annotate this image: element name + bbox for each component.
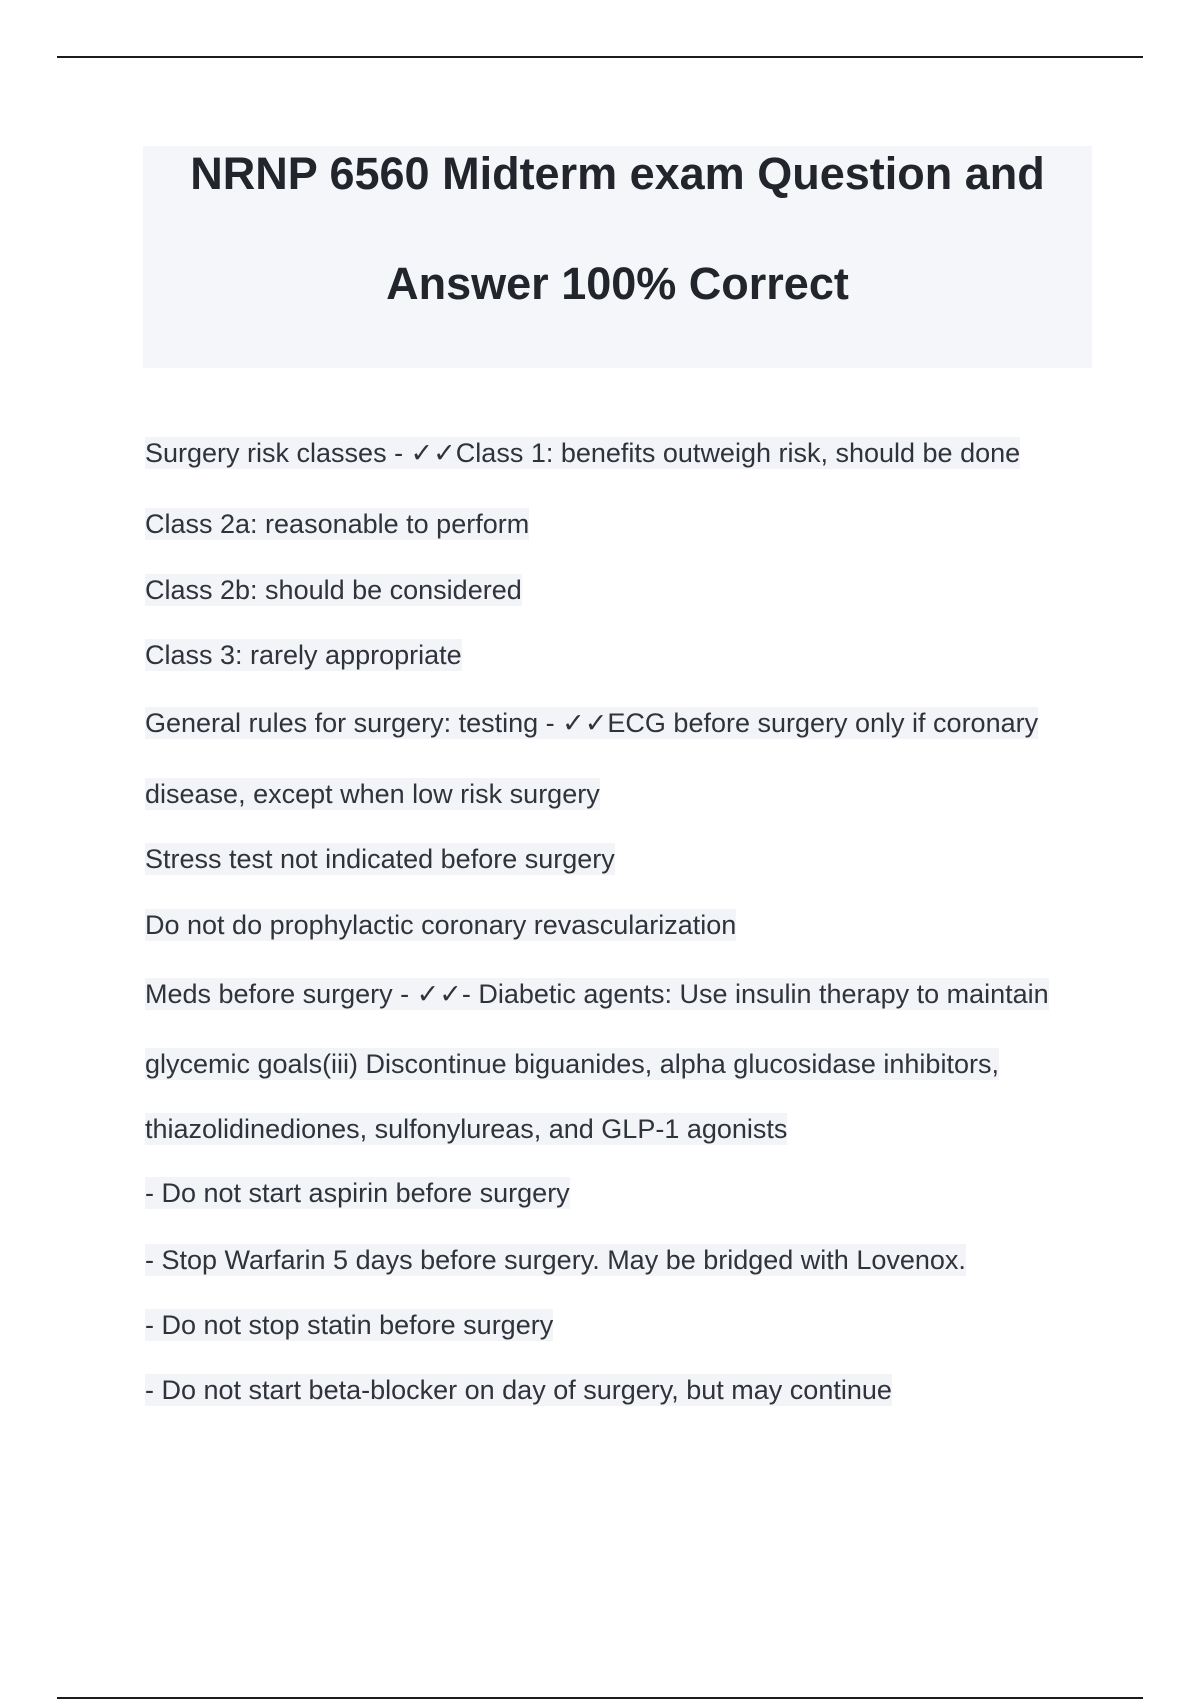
text-line bbox=[145, 637, 462, 673]
text-line-content: Class 2b: should be considered bbox=[145, 575, 522, 605]
text-line bbox=[145, 572, 522, 608]
text-line-content: General rules for surgery: testing - ✓✓ECG before surgery only if coronary bbox=[145, 708, 1039, 738]
text-line bbox=[145, 1242, 966, 1278]
text-line bbox=[145, 1046, 999, 1082]
text-line bbox=[145, 1175, 570, 1211]
bottom-rule bbox=[57, 1697, 1143, 1699]
text-line-content: Stress test not indicated before surgery bbox=[145, 844, 615, 874]
text-line-content: - Do not stop statin before surgery bbox=[145, 1310, 554, 1340]
text-line-content: disease, except when low risk surgery bbox=[145, 779, 600, 809]
text-line-content: - Do not start beta-blocker on day of surgery, but may continue bbox=[145, 1375, 892, 1405]
text-line bbox=[145, 1307, 553, 1343]
text-line-content: Class 2a: reasonable to perform bbox=[145, 509, 530, 539]
top-rule bbox=[57, 56, 1143, 58]
page-title-line-1: NRNP 6560 Midterm exam Question and bbox=[190, 148, 1045, 199]
text-line-content: glycemic goals(iii) Discontinue biguanides, alpha glucosidase inhibitors, bbox=[145, 1049, 999, 1079]
text-line-content: thiazolidinediones, sulfonylureas, and GLP-1 agonists bbox=[145, 1114, 788, 1144]
text-line bbox=[145, 435, 1020, 471]
text-line-content: - Do not start aspirin before surgery bbox=[145, 1178, 570, 1208]
text-line bbox=[145, 841, 615, 877]
text-line-content: Do not do prophylactic coronary revascularization bbox=[145, 910, 737, 940]
text-line bbox=[145, 1372, 892, 1408]
page-title-line-2: Answer 100% Correct bbox=[386, 258, 849, 309]
text-line-content: Class 3: rarely appropriate bbox=[145, 640, 462, 670]
text-line bbox=[145, 976, 1049, 1012]
text-line bbox=[145, 506, 529, 542]
text-line-content: Surgery risk classes - ✓✓Class 1: benefits outweigh risk, should be done bbox=[145, 438, 1021, 468]
text-line bbox=[145, 907, 736, 943]
text-line-content: - Stop Warfarin 5 days before surgery. May be bridged with Lovenox. bbox=[145, 1245, 966, 1275]
text-line bbox=[145, 776, 600, 812]
text-line bbox=[145, 705, 1038, 741]
text-line bbox=[145, 1111, 787, 1147]
text-line-content: Meds before surgery - ✓✓- Diabetic agents: Use insulin therapy to maintain bbox=[145, 979, 1049, 1009]
